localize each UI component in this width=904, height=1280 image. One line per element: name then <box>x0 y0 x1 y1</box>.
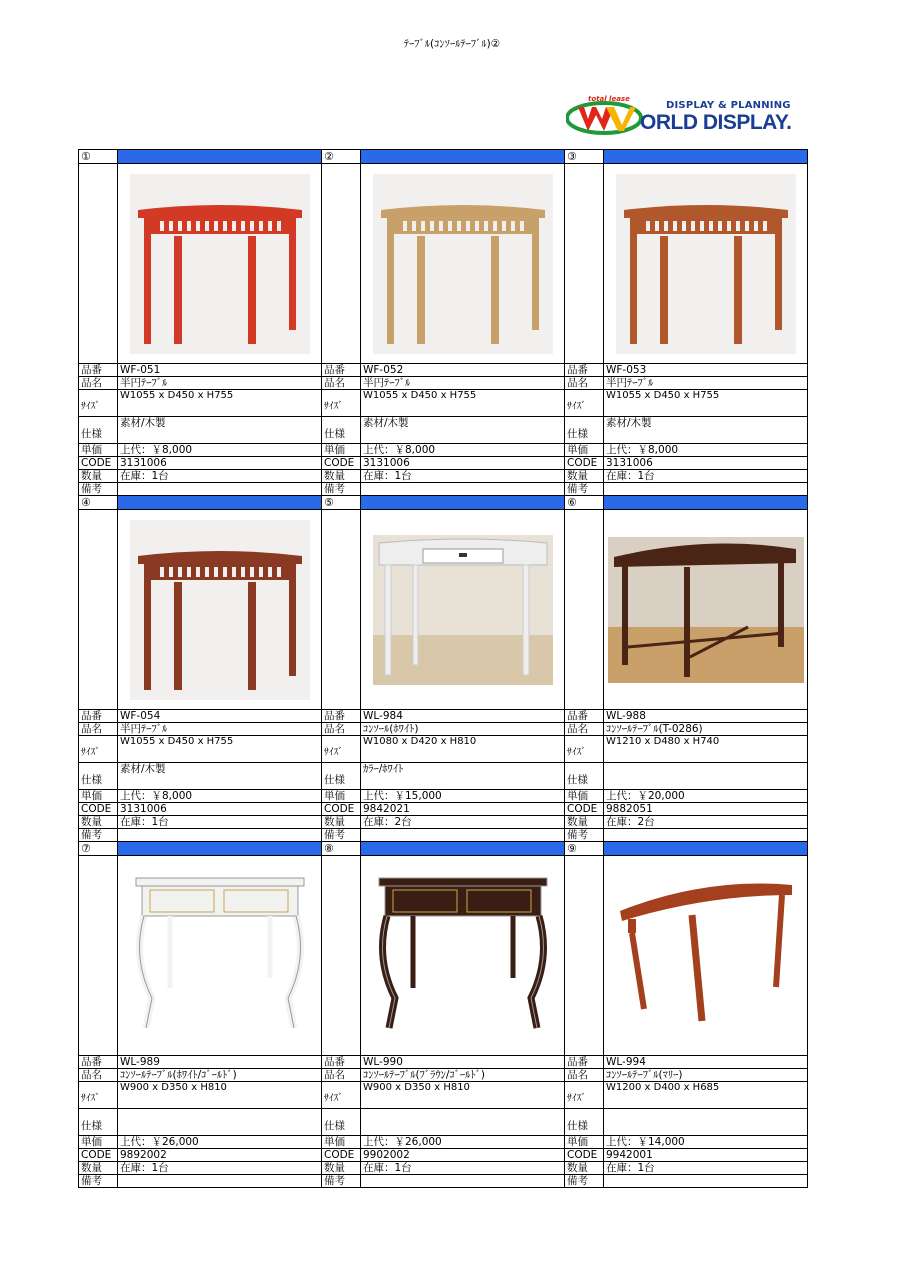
image-side-cell <box>564 855 604 1056</box>
label-hinmei: 品名 <box>321 1068 361 1082</box>
product-image <box>603 509 808 710</box>
product-qty: 在庫：1台 <box>117 1161 322 1175</box>
product-number: ① <box>78 149 118 164</box>
label-size: ｻｲｽﾞ <box>78 389 118 417</box>
product-name: 半円ﾃｰﾌﾞﾙ <box>117 376 322 390</box>
label-suryo: 数量 <box>564 1161 604 1175</box>
product-name: ｺﾝｿｰﾙﾃｰﾌﾞﾙ(ﾎﾜｲﾄ/ｺﾞｰﾙﾄﾞ) <box>117 1068 322 1082</box>
product-id: WF-051 <box>117 363 322 377</box>
label-hinban: 品番 <box>564 1055 604 1069</box>
label-hinmei: 品名 <box>321 376 361 390</box>
label-hinban: 品番 <box>78 709 118 723</box>
header-bar <box>360 841 565 856</box>
product-price: 上代：￥8,000 <box>117 789 322 803</box>
label-biko: 備考 <box>321 482 361 496</box>
label-shiyou: 仕様 <box>78 1108 118 1136</box>
label-shiyou: 仕様 <box>321 1108 361 1136</box>
product-id: WL-990 <box>360 1055 565 1069</box>
image-side-cell <box>321 855 361 1056</box>
product-code: 3131006 <box>117 802 322 816</box>
product-block <box>564 149 807 495</box>
product-number: ⑦ <box>78 841 118 856</box>
product-qty: 在庫：1台 <box>603 1161 808 1175</box>
header-bar <box>360 149 565 164</box>
product-number: ⑧ <box>321 841 361 856</box>
product-id: WL-994 <box>603 1055 808 1069</box>
product-code: 3131006 <box>603 456 808 470</box>
image-side-cell <box>321 163 361 364</box>
label-suryo: 数量 <box>321 1161 361 1175</box>
product-grid <box>78 149 808 1187</box>
label-shiyou: 仕様 <box>78 416 118 444</box>
product-row <box>78 841 808 1187</box>
logo-small-text: total lease <box>588 95 630 103</box>
label-hinmei: 品名 <box>564 1068 604 1082</box>
product-block <box>78 495 321 841</box>
label-tanka: 単価 <box>564 1135 604 1149</box>
product-number: ② <box>321 149 361 164</box>
product-id: WF-052 <box>360 363 565 377</box>
label-biko: 備考 <box>78 828 118 842</box>
image-side-cell <box>321 509 361 710</box>
product-image <box>360 163 565 364</box>
label-biko: 備考 <box>321 828 361 842</box>
label-size: ｻｲｽﾞ <box>564 389 604 417</box>
product-price: 上代：￥14,000 <box>603 1135 808 1149</box>
product-price: 上代：￥20,000 <box>603 789 808 803</box>
product-row <box>78 495 808 841</box>
product-spec <box>117 1108 322 1136</box>
label-hinmei: 品名 <box>78 376 118 390</box>
label-hinban: 品番 <box>78 363 118 377</box>
label-hinmei: 品名 <box>78 722 118 736</box>
product-spec <box>603 1108 808 1136</box>
label-tanka: 単価 <box>321 789 361 803</box>
product-spec: 素材/木製 <box>603 416 808 444</box>
label-hinmei: 品名 <box>78 1068 118 1082</box>
label-code: CODE <box>564 1148 604 1162</box>
label-biko: 備考 <box>564 828 604 842</box>
product-image <box>603 163 808 364</box>
label-shiyou: 仕様 <box>321 762 361 790</box>
product-image <box>360 509 565 710</box>
product-size: W1055 x D450 x H755 <box>117 735 322 763</box>
label-tanka: 単価 <box>78 1135 118 1149</box>
product-size: W1200 x D400 x H685 <box>603 1081 808 1109</box>
product-name: ｺﾝｿｰﾙ(ﾎﾜｲﾄ) <box>360 722 565 736</box>
product-block <box>78 841 321 1187</box>
product-code: 3131006 <box>360 456 565 470</box>
product-note <box>117 828 322 842</box>
product-price: 上代：￥8,000 <box>603 443 808 457</box>
product-block <box>78 149 321 495</box>
product-qty: 在庫：2台 <box>360 815 565 829</box>
product-code: 9842021 <box>360 802 565 816</box>
label-code: CODE <box>321 802 361 816</box>
label-code: CODE <box>78 802 118 816</box>
label-biko: 備考 <box>321 1174 361 1188</box>
product-image <box>360 855 565 1056</box>
logo-brand: ORLD DISPLAY. <box>640 111 792 134</box>
label-tanka: 単価 <box>564 789 604 803</box>
product-number: ③ <box>564 149 604 164</box>
product-price: 上代：￥15,000 <box>360 789 565 803</box>
image-side-cell <box>564 509 604 710</box>
product-code: 9892002 <box>117 1148 322 1162</box>
product-qty: 在庫：1台 <box>360 469 565 483</box>
product-note <box>603 1174 808 1188</box>
product-spec: 素材/木製 <box>117 762 322 790</box>
label-code: CODE <box>78 1148 118 1162</box>
label-suryo: 数量 <box>78 469 118 483</box>
label-code: CODE <box>321 456 361 470</box>
label-biko: 備考 <box>78 1174 118 1188</box>
product-name: ｺﾝｿｰﾙﾃｰﾌﾞﾙ(ﾌﾞﾗｳﾝ/ｺﾞｰﾙﾄﾞ) <box>360 1068 565 1082</box>
product-qty: 在庫：1台 <box>117 469 322 483</box>
product-code: 9942001 <box>603 1148 808 1162</box>
label-shiyou: 仕様 <box>564 762 604 790</box>
product-name: 半円ﾃｰﾌﾞﾙ <box>360 376 565 390</box>
product-block <box>321 841 564 1187</box>
label-hinban: 品番 <box>78 1055 118 1069</box>
header-bar <box>117 149 322 164</box>
header-bar <box>117 495 322 510</box>
label-code: CODE <box>321 1148 361 1162</box>
product-block <box>564 841 807 1187</box>
label-size: ｻｲｽﾞ <box>321 735 361 763</box>
label-tanka: 単価 <box>321 443 361 457</box>
product-note <box>117 482 322 496</box>
product-note <box>360 828 565 842</box>
product-note <box>603 828 808 842</box>
label-hinban: 品番 <box>564 363 604 377</box>
product-price: 上代：￥26,000 <box>117 1135 322 1149</box>
product-spec: ｶﾗｰ/ﾎﾜｲﾄ <box>360 762 565 790</box>
product-price: 上代：￥8,000 <box>117 443 322 457</box>
label-code: CODE <box>78 456 118 470</box>
label-tanka: 単価 <box>321 1135 361 1149</box>
product-size: W1055 x D450 x H755 <box>360 389 565 417</box>
label-tanka: 単価 <box>564 443 604 457</box>
product-spec: 素材/木製 <box>117 416 322 444</box>
header-bar <box>360 495 565 510</box>
logo-tagline: DISPLAY & PLANNING <box>666 100 791 111</box>
product-image <box>117 163 322 364</box>
header-bar <box>603 149 808 164</box>
label-biko: 備考 <box>78 482 118 496</box>
product-spec <box>603 762 808 790</box>
label-size: ｻｲｽﾞ <box>321 389 361 417</box>
product-qty: 在庫：2台 <box>603 815 808 829</box>
product-size: W1055 x D450 x H755 <box>603 389 808 417</box>
product-note <box>603 482 808 496</box>
header-bar <box>603 495 808 510</box>
product-note <box>117 1174 322 1188</box>
label-shiyou: 仕様 <box>78 762 118 790</box>
product-name: 半円ﾃｰﾌﾞﾙ <box>117 722 322 736</box>
product-id: WF-053 <box>603 363 808 377</box>
label-suryo: 数量 <box>564 469 604 483</box>
logo-w-icon <box>566 101 646 135</box>
label-size: ｻｲｽﾞ <box>78 735 118 763</box>
product-spec: 素材/木製 <box>360 416 565 444</box>
product-number: ⑥ <box>564 495 604 510</box>
product-block <box>321 495 564 841</box>
product-size: W1080 x D420 x H810 <box>360 735 565 763</box>
label-shiyou: 仕様 <box>564 416 604 444</box>
product-block <box>321 149 564 495</box>
label-shiyou: 仕様 <box>564 1108 604 1136</box>
image-side-cell <box>564 163 604 364</box>
label-suryo: 数量 <box>321 469 361 483</box>
product-price: 上代：￥8,000 <box>360 443 565 457</box>
label-suryo: 数量 <box>78 815 118 829</box>
product-image <box>117 855 322 1056</box>
product-note <box>360 1174 565 1188</box>
product-qty: 在庫：1台 <box>603 469 808 483</box>
product-id: WL-988 <box>603 709 808 723</box>
product-image <box>117 509 322 710</box>
product-name: 半円ﾃｰﾌﾞﾙ <box>603 376 808 390</box>
product-spec <box>360 1108 565 1136</box>
label-hinban: 品番 <box>321 363 361 377</box>
label-biko: 備考 <box>564 1174 604 1188</box>
label-size: ｻｲｽﾞ <box>564 1081 604 1109</box>
label-size: ｻｲｽﾞ <box>564 735 604 763</box>
label-size: ｻｲｽﾞ <box>78 1081 118 1109</box>
header-bar <box>603 841 808 856</box>
product-id: WL-984 <box>360 709 565 723</box>
product-number: ⑨ <box>564 841 604 856</box>
header-bar <box>117 841 322 856</box>
product-qty: 在庫：1台 <box>117 815 322 829</box>
label-code: CODE <box>564 456 604 470</box>
label-hinban: 品番 <box>321 1055 361 1069</box>
label-hinmei: 品名 <box>564 376 604 390</box>
label-hinban: 品番 <box>564 709 604 723</box>
product-id: WL-989 <box>117 1055 322 1069</box>
image-side-cell <box>78 855 118 1056</box>
product-name: ｺﾝｿｰﾙﾃｰﾌﾞﾙ(ﾏﾘｰ) <box>603 1068 808 1082</box>
product-size: W1055 x D450 x H755 <box>117 389 322 417</box>
product-size: W900 x D350 x H810 <box>117 1081 322 1109</box>
product-note <box>360 482 565 496</box>
product-price: 上代：￥26,000 <box>360 1135 565 1149</box>
label-size: ｻｲｽﾞ <box>321 1081 361 1109</box>
label-hinban: 品番 <box>321 709 361 723</box>
product-row <box>78 149 808 495</box>
product-block <box>564 495 807 841</box>
product-name: ｺﾝｿｰﾙﾃｰﾌﾞﾙ(T-0286) <box>603 722 808 736</box>
label-suryo: 数量 <box>564 815 604 829</box>
label-suryo: 数量 <box>321 815 361 829</box>
product-code: 3131006 <box>117 456 322 470</box>
image-side-cell <box>78 163 118 364</box>
product-code: 9902002 <box>360 1148 565 1162</box>
product-qty: 在庫：1台 <box>360 1161 565 1175</box>
product-number: ④ <box>78 495 118 510</box>
label-tanka: 単価 <box>78 443 118 457</box>
image-side-cell <box>78 509 118 710</box>
label-hinmei: 品名 <box>321 722 361 736</box>
label-hinmei: 品名 <box>564 722 604 736</box>
product-code: 9882051 <box>603 802 808 816</box>
label-code: CODE <box>564 802 604 816</box>
product-size: W900 x D350 x H810 <box>360 1081 565 1109</box>
label-shiyou: 仕様 <box>321 416 361 444</box>
page-title: ﾃｰﾌﾞﾙ(ｺﾝｿｰﾙﾃｰﾌﾞﾙ)② <box>403 38 501 50</box>
product-image <box>603 855 808 1056</box>
label-tanka: 単価 <box>78 789 118 803</box>
product-id: WF-054 <box>117 709 322 723</box>
product-size: W1210 x D480 x H740 <box>603 735 808 763</box>
product-number: ⑤ <box>321 495 361 510</box>
label-suryo: 数量 <box>78 1161 118 1175</box>
label-biko: 備考 <box>564 482 604 496</box>
company-logo <box>566 95 806 135</box>
